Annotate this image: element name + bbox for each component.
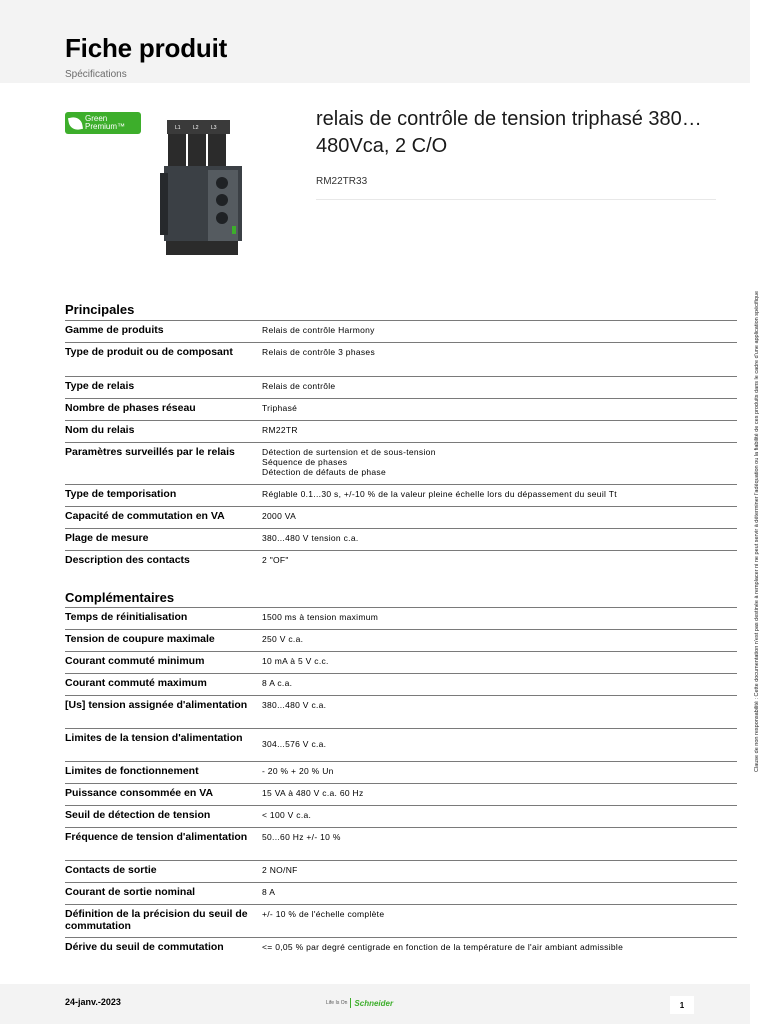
badge-line-1: Green: [85, 114, 108, 123]
spec-value: 1500 ms à tension maximum: [262, 608, 737, 630]
brand-logo-text: Schneider: [354, 998, 394, 1008]
spec-table-complementaires: [65, 607, 737, 960]
table-row: [65, 551, 737, 573]
table-row: [65, 399, 737, 421]
table-row: [65, 696, 737, 729]
leaf-icon: [68, 115, 83, 130]
spec-label: Limites de la tension d'alimentation: [65, 729, 262, 762]
terminal-label-1: L1: [175, 125, 181, 131]
badge-text: [85, 115, 125, 131]
spec-value: 2 NO/NF: [262, 861, 737, 883]
spec-value: 380...480 V tension c.a.: [262, 529, 737, 551]
table-row: [65, 421, 737, 443]
product-reference: RM22TR33: [316, 176, 368, 187]
table-row: [65, 905, 737, 938]
table-row: [65, 729, 737, 762]
spec-label: Contacts de sortie: [65, 861, 262, 883]
spec-label: [Us] tension assignée d'alimentation: [65, 696, 262, 729]
spec-label: Tension de coupure maximale: [65, 630, 262, 652]
spec-label: Type de temporisation: [65, 485, 262, 507]
table-row: [65, 343, 737, 377]
table-row: [65, 784, 737, 806]
spec-table-body-principales: [65, 321, 737, 573]
green-premium-badge: [65, 112, 141, 134]
spec-label: Nombre de phases réseau: [65, 399, 262, 421]
spec-label: Courant commuté minimum: [65, 652, 262, 674]
table-row: [65, 674, 737, 696]
spec-label: Seuil de détection de tension: [65, 806, 262, 828]
table-row: [65, 762, 737, 784]
spec-label: Description des contacts: [65, 551, 262, 573]
spec-value: 50...60 Hz +/- 10 %: [262, 828, 737, 861]
reference-divider: [316, 199, 716, 200]
spec-value: 304...576 V c.a.: [262, 729, 737, 762]
spec-value: RM22TR: [262, 421, 737, 443]
footer-logo: [326, 998, 393, 1008]
footer-date: 24-janv.-2023: [65, 997, 121, 1007]
spec-label: Courant commuté maximum: [65, 674, 262, 696]
table-row: [65, 608, 737, 630]
spec-label: Nom du relais: [65, 421, 262, 443]
spec-value: 15 VA à 480 V c.a. 60 Hz: [262, 784, 737, 806]
terminal-label-3: L3: [211, 125, 217, 131]
spec-value: 8 A: [262, 883, 737, 905]
spec-table-body-complementaires: [65, 608, 737, 960]
spec-label: Définition de la précision du seuil de commutation: [65, 905, 262, 938]
spec-value: Relais de contrôle Harmony: [262, 321, 737, 343]
table-row: [65, 828, 737, 861]
spec-label: Plage de mesure: [65, 529, 262, 551]
table-row: [65, 652, 737, 674]
spec-label: Courant de sortie nominal: [65, 883, 262, 905]
spec-value: 2 "OF": [262, 551, 737, 573]
spec-value: Relais de contrôle 3 phases: [262, 343, 737, 377]
table-row: [65, 861, 737, 883]
logo-divider: [350, 998, 351, 1008]
page-number: 1: [670, 996, 694, 1014]
page-title: Fiche produit: [65, 33, 228, 63]
table-row: [65, 377, 737, 399]
table-row: [65, 630, 737, 652]
spec-label: Temps de réinitialisation: [65, 608, 262, 630]
spec-label: Type de relais: [65, 377, 262, 399]
table-row: [65, 806, 737, 828]
spec-label: Limites de fonctionnement: [65, 762, 262, 784]
spec-label: Capacité de commutation en VA: [65, 507, 262, 529]
table-row: [65, 938, 737, 960]
table-row: [65, 485, 737, 507]
spec-value: 2000 VA: [262, 507, 737, 529]
product-name: relais de contrôle de tension triphasé 380…480Vca, 2 C/O: [316, 108, 702, 157]
table-row: [65, 443, 737, 485]
page-subtitle: Spécifications: [65, 69, 127, 80]
spec-value: Relais de contrôle: [262, 377, 737, 399]
section-title-principales: Principales: [65, 302, 135, 317]
spec-label: Type de produit ou de composant: [65, 343, 262, 377]
product-image: [160, 118, 250, 258]
spec-label: Gamme de produits: [65, 321, 262, 343]
spec-value: 380...480 V c.a.: [262, 696, 737, 729]
spec-label: Puissance consommée en VA: [65, 784, 262, 806]
section-title-complementaires: Complémentaires: [65, 590, 175, 605]
spec-value: <= 0,05 % par degré centigrade en fonction de la température de l'air ambiant admissible: [262, 938, 737, 960]
spec-value: Triphasé: [262, 399, 737, 421]
spec-table-principales: [65, 320, 737, 573]
disclaimer-vertical-text: Clause de non responsabilité : Cette documentation n'est pas destinée à remplacer ni ne peut servir à déterminer l'adéquation ou la fiabilité de ces produits dans le cadre d'une application spécifique: [754, 290, 760, 772]
spec-value: < 100 V c.a.: [262, 806, 737, 828]
badge-line-2: Premium™: [85, 122, 126, 131]
spec-value: 10 mA à 5 V c.c.: [262, 652, 737, 674]
spec-label: Dérive du seuil de commutation: [65, 938, 262, 960]
spec-value: Détection de surtension et de sous-tension Séquence de phases Détection de défauts de phase: [262, 443, 737, 485]
tagline-text: Life Is On: [326, 1000, 348, 1006]
spec-value: +/- 10 % de l'échelle complète: [262, 905, 737, 938]
spec-label: Fréquence de tension d'alimentation: [65, 828, 262, 861]
terminal-label-2: L2: [193, 125, 199, 131]
spec-label: Paramètres surveillés par le relais: [65, 443, 262, 485]
table-row: [65, 321, 737, 343]
table-row: [65, 507, 737, 529]
spec-value: - 20 % + 20 % Un: [262, 762, 737, 784]
spec-value: 8 A c.a.: [262, 674, 737, 696]
table-row: [65, 883, 737, 905]
spec-value: Réglable 0.1...30 s, +/-10 % de la valeur pleine échelle lors du dépassement du seuil Tt: [262, 485, 737, 507]
spec-value: 250 V c.a.: [262, 630, 737, 652]
table-row: [65, 529, 737, 551]
